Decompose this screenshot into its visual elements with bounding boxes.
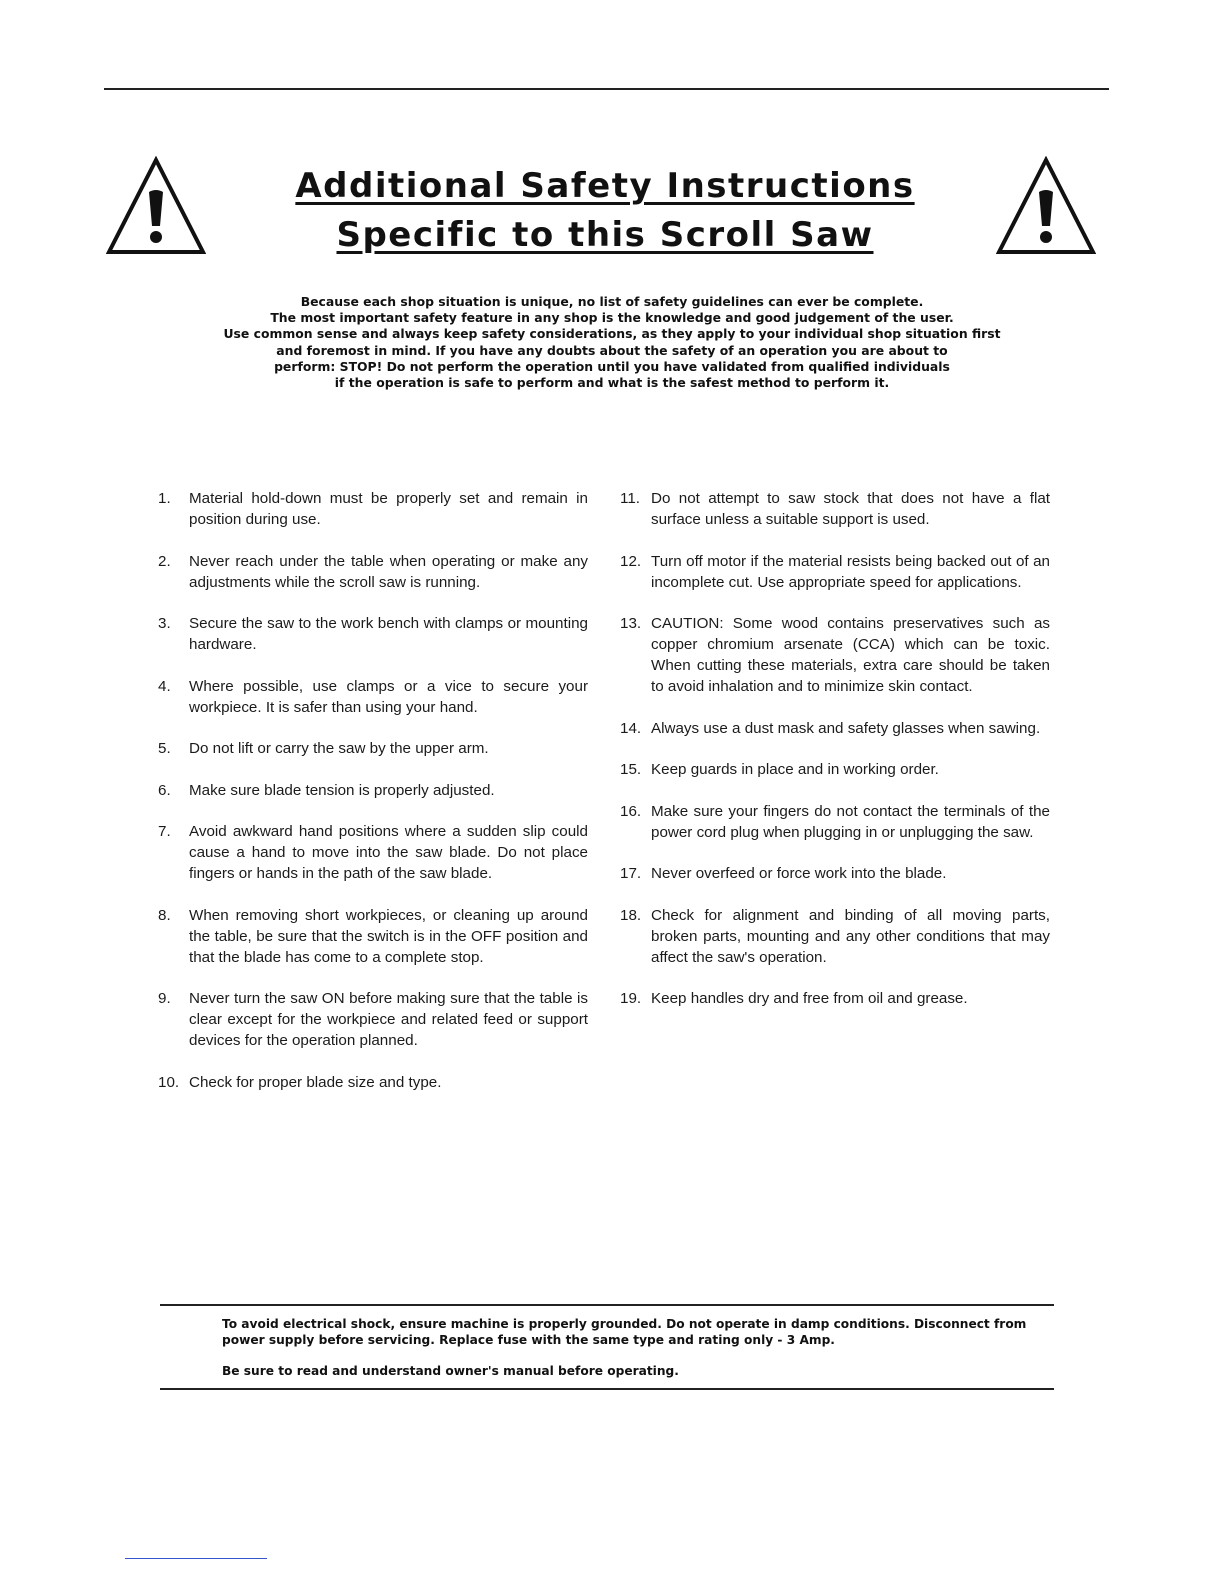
- item-number: 4.: [158, 677, 171, 695]
- item-number: 11.: [620, 490, 640, 507]
- instruction-item: [158, 988, 588, 1051]
- item-text: When removing short workpieces, or cleaning up around the table, be sure that the switch is in the OFF position and that the blade has come to a complete stop.: [189, 906, 588, 966]
- instructions-right-column: [620, 488, 1050, 1030]
- page-title: [200, 162, 1010, 260]
- item-text: Secure the saw to the work bench with clamps or mounting hardware.: [189, 615, 588, 653]
- instruction-item: [158, 905, 588, 968]
- instruction-item: [620, 613, 1050, 697]
- instruction-item: [620, 551, 1050, 593]
- item-number: 7.: [158, 823, 171, 840]
- instruction-item: [620, 801, 1050, 843]
- item-number: 10.: [158, 1073, 180, 1091]
- warning-triangle-icon: [996, 156, 1096, 256]
- intro-line: and foremost in mind. If you have any doubts about the safety of an operation you are about to: [276, 342, 948, 358]
- item-text: Where possible, use clamps or a vice to secure your workpiece. It is safer than using your hand.: [189, 677, 588, 716]
- electrical-warning-box: [160, 1304, 1054, 1390]
- intro-line: Use common sense and always keep safety considerations, as they apply to your individual shop situation first: [223, 326, 1001, 342]
- item-number: 8.: [158, 906, 171, 924]
- instruction-item: [620, 718, 1050, 739]
- item-number: 18.: [620, 906, 642, 924]
- instruction-item: [158, 780, 588, 801]
- instructions-left-column: [158, 488, 588, 1113]
- intro-line: perform: STOP! Do not perform the operation until you have validated from qualified individuals: [274, 358, 950, 374]
- warning-triangle-icon: [106, 156, 206, 256]
- item-number: 16.: [620, 802, 642, 820]
- item-number: 1.: [158, 490, 171, 507]
- item-number: 9.: [158, 990, 171, 1007]
- instruction-item: [620, 988, 1050, 1009]
- item-text: Make sure blade tension is properly adjusted.: [189, 781, 495, 799]
- item-number: 13.: [620, 615, 642, 632]
- item-text: Turn off motor if the material resists being backed out of an incomplete cut. Use appropriate speed for applications.: [651, 552, 1050, 591]
- instruction-item: [158, 676, 588, 718]
- electrical-warning-text: [222, 1316, 1054, 1394]
- item-text: Never overfeed or force work into the blade.: [651, 865, 947, 882]
- top-divider: [104, 88, 1109, 90]
- intro-line: The most important safety feature in any shop is the knowledge and good judgement of the user.: [270, 310, 954, 326]
- title-line-1: Additional Safety Instructions: [295, 166, 915, 206]
- instruction-item: [158, 488, 588, 530]
- intro-line: Because each shop situation is unique, no list of safety guidelines can ever be complete.: [300, 294, 924, 309]
- item-text: Never turn the saw ON before making sure that the table is clear except for the workpiece and related feed or support devices for the operation planned.: [189, 990, 588, 1049]
- instruction-item: [158, 551, 588, 593]
- instruction-item: [620, 863, 1050, 884]
- instruction-item: [158, 613, 588, 655]
- instruction-item: [158, 821, 588, 884]
- item-text: Material hold-down must be properly set and remain in position during use.: [189, 490, 588, 528]
- item-text: Do not attempt to saw stock that does not have a flat surface unless a suitable support is used.: [651, 490, 1050, 528]
- item-text: Always use a dust mask and safety glasses when sawing.: [651, 719, 1041, 737]
- item-number: 12.: [620, 552, 642, 570]
- manual-reminder-paragraph: Be sure to read and understand owner's manual before operating.: [222, 1364, 679, 1378]
- intro-paragraph: [150, 294, 1074, 391]
- instruction-item: [620, 759, 1050, 780]
- item-text: Check for proper blade size and type.: [189, 1073, 442, 1091]
- item-text: Make sure your fingers do not contact the terminals of the power cord plug when plugging in or unplugging the saw.: [651, 802, 1050, 841]
- item-text: Do not lift or carry the saw by the upper arm.: [189, 740, 489, 757]
- instruction-item: [620, 488, 1050, 530]
- instruction-item: [158, 1072, 588, 1093]
- item-number: 3.: [158, 615, 171, 632]
- item-text: Keep handles dry and free from oil and grease.: [651, 990, 968, 1007]
- intro-line: if the operation is safe to perform and what is the safest method to perform it.: [334, 375, 890, 391]
- item-number: 14.: [620, 719, 642, 737]
- item-number: 5.: [158, 740, 171, 757]
- item-number: 17.: [620, 865, 642, 882]
- item-number: 19.: [620, 990, 642, 1007]
- item-number: 15.: [620, 761, 642, 778]
- electrical-warning-paragraph: To avoid electrical shock, ensure machine is properly grounded. Do not operate in damp conditions. Disconnect from power supply before servicing. Replace fuse with the same type and rating only - 3 Amp.: [222, 1317, 1027, 1347]
- item-text: Check for alignment and binding of all moving parts, broken parts, mounting and any other conditions that may affect the saw's operation.: [651, 906, 1050, 966]
- item-text: CAUTION: Some wood contains preservatives such as copper chromium arsenate (CCA) which can be toxic. When cutting these materials, extra care should be taken to avoid inhalation and to minimize skin contact.: [651, 615, 1050, 695]
- instruction-item: [620, 905, 1050, 968]
- item-number: 2.: [158, 552, 171, 570]
- instruction-item: [158, 738, 588, 759]
- item-text: Avoid awkward hand positions where a sudden slip could cause a hand to move into the saw blade. Do not place fingers or hands in the path of the saw blade.: [189, 823, 588, 882]
- item-text: Keep guards in place and in working order.: [651, 761, 939, 778]
- footer-divider: [125, 1558, 267, 1559]
- item-number: 6.: [158, 781, 171, 799]
- title-line-2: Specific to this Scroll Saw: [336, 215, 874, 255]
- item-text: Never reach under the table when operating or make any adjustments while the scroll saw is running.: [189, 552, 588, 591]
